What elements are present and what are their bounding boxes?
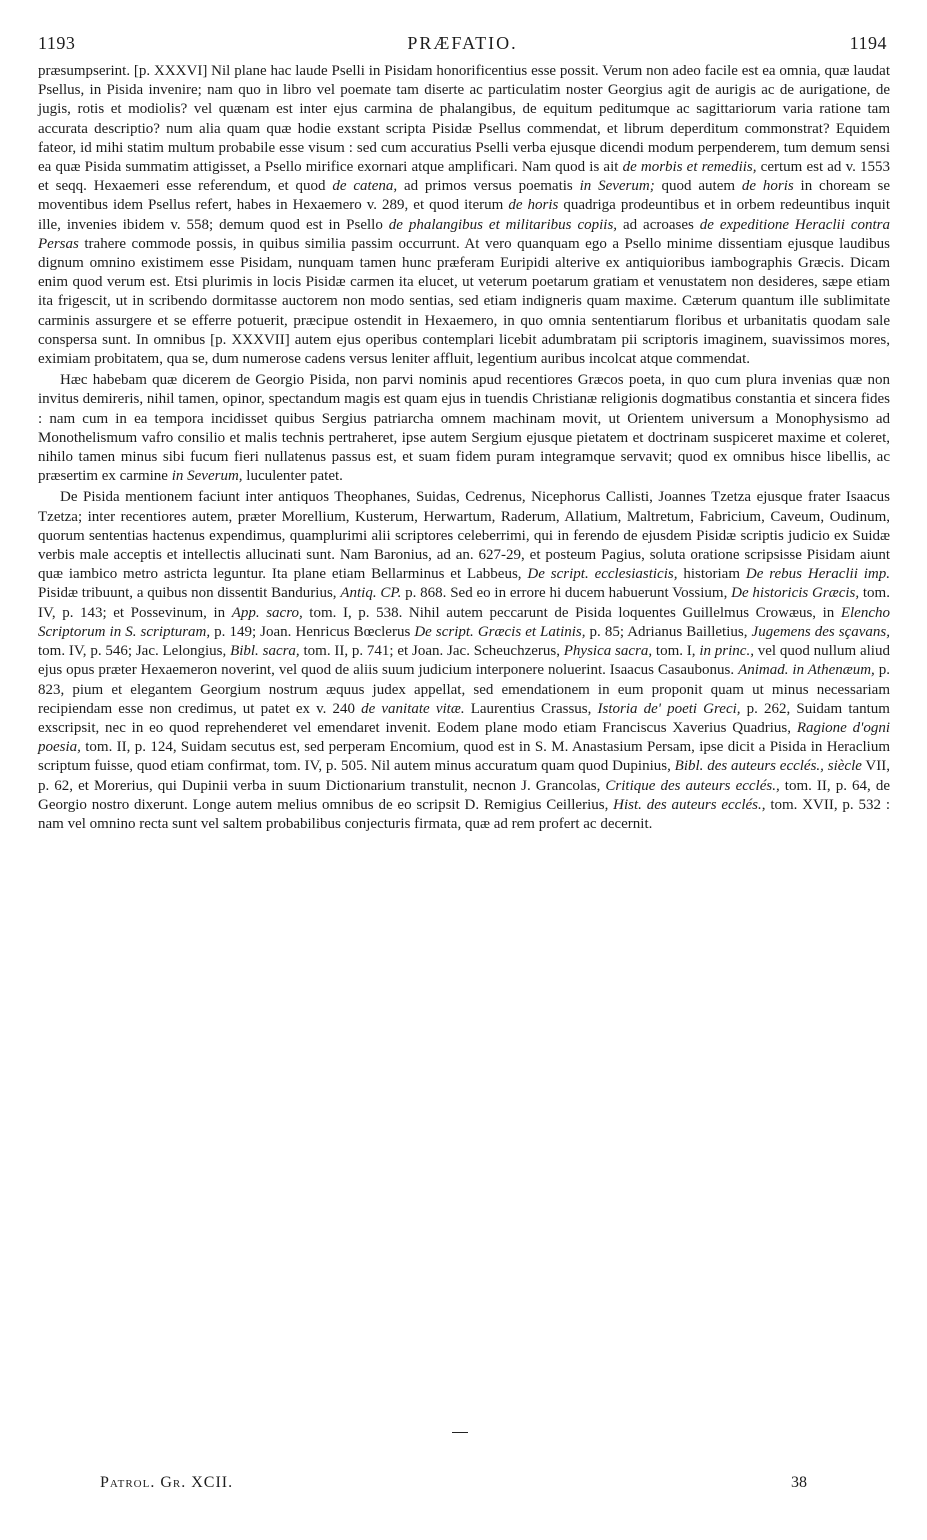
text-run: tom. II, p. 64, de Georgio nostro dixerunt. Longe autem melius omnibus de eo scripsit D. Remigius Ceillerius, [38, 777, 890, 813]
text-run: Hæc habebam quæ dicerem de Georgio Pisida, non parvi nominis apud recentiores Græcos poeta, in quo cum plura invenias quæ non invitus demireris, nihil tamen, opinor, spectandum magis est quam ejus in tuendis Christianæ religionis dogmatibus constantia et sincera fides : nam cum in ea tempora incidisset quibus Sergius patriarcha omnem machinam movit, ut Orientem universum a Monophysismo ad Monothelismum vafro consilio et malis technis pertraheret, ipse autem Sergium ejusque pietatem et doctrinam suspiceret maxime et coleret, nihilo tamen minus sibi fucum fieri nullatenus passus est, et suam fidem puram integramque servavit; quod ex omnibus hisce libellis, ac præsertim ex carmine [38, 372, 890, 485]
text-run: Pisidæ tribuunt, a quibus non dissentit Bandurius, [38, 585, 341, 602]
italic-citation: Antiq. CP. [340, 585, 402, 602]
text-run: præsumpserint. [p. XXXVI] Nil plane hac laude Pselli in Pisidam honorificentius esse possit. Verum non adeo facile est ea omnia, quæ laudat Psellus, in Pisida invenire; nam quo in libro vel poemate tam diserte ac particulatim noster Georgius agit de aurigis ac de aurigatione, de jugis, rotis et modiolis? vel quænam est inter ejus carmina de phalangibus, de equitum peditumque ac sagittariorum varia ratione tam accurata descriptio? num alia quam quæ hodie exstant scripta Pisidæ Psellus commendat, et librum deperditum commonstrat? Equidem fateor, id mihi statim multum probabile esse visum : sed cum accuratius Pselli verba ejusque dicendi modum perpenderem, tum demum sensi ea quæ Pisida summatim attigisset, a Psello mirifice exornari atque amplificari. Nam quod is ait [38, 63, 890, 176]
italic-citation: De script. ecclesiasticis, [527, 566, 678, 583]
italic-citation: Hist. des auteurs ecclés., [613, 796, 766, 813]
end-rule [452, 1432, 468, 1433]
text-run: De Pisida mentionem faciunt inter antiquos Theophanes, Suidas, Cedrenus, Nicephorus Callisti, Joannes Tzetza ejusque frater Isaacus Tzetza; inter recentiores autem, præter Morellium, Kusterum, Herwartum, Raderum, Allatium, Maltretum, Fabricium, Caveum, Oudinum, quorum sententias hactenus expendimus, quamplurimi alii scriptores celeberrimi, qui in ferendo de ejusdem Pisidæ scriptis judicio ex Suidæ verbis male acceptis et intellectis allucinati sunt. Nam Baronius, ad an. 627-29, et posteum Pagius, soluta oratione scripsisse Pisidam aiunt quæ iambico metro astricta leguntur. Ita plane etiam Bellarminus et Labbeus, [38, 489, 890, 583]
text-run: ad acroases [617, 216, 700, 233]
text-run: historiam [677, 566, 746, 583]
text-run: tom. I, p. 538. Nihil autem peccarunt de Pisida loquentes Guillelmus Crowæus, in [302, 604, 841, 621]
italic-citation: Elencho Scriptorum in S. scripturam, [38, 604, 890, 640]
paragraph-2 [38, 371, 890, 486]
italic-citation: siècle [827, 758, 862, 775]
italic-citation: Bibl. des auteurs ecclés., [674, 758, 824, 775]
italic-citation: Istoria de' poeti Greci, [597, 700, 741, 717]
text-run: tom. IV, p. 546; Jac. Lelongius, [38, 643, 231, 660]
text-run: tom. IV, p. 143; et Possevinum, in [38, 585, 890, 621]
italic-citation: de morbis et remediis, [622, 159, 757, 176]
page-header [38, 33, 887, 59]
text-run: VII, p. 62, et Morerius, qui Dupinii verba in suum Dictionarium transtulit, necnon J. Grancolas, [38, 758, 891, 794]
text-run: trahere commode possis, in quibus similia passim occurrunt. At vero quanquam ego a Psello minime dissentiam ejusque laudibus dignum omnino existimem esse Pisidam, nunquam tamen hunc præferam Euripidi alterive ex antiquioribus iambographis Græcis. Dicam enim quod verum est. Etsi plurimis in locis Pisidæ carmen ita elucet, ut veterum poetarum gratiam et venustatem non desideres, sæpe etiam ita frigescit, ut in scribendo dormitasse auctorem non modo sentias, sed etiam indigneris quam maxime. Cæterum quantum ille sublimitate carminis assurgere et se efferre potuerit, præcipue ostendit in Hexaemero, in quo omnia sententiarum floribus et urbanitatis quodam sale conspersa sunt. In omnibus [p. XXXVII] autem ejus operibus contemplari licebit adumbratam pii scriptoris imaginem, suavissimos mores, eximiam probitatem, qua se, dum numerose cadens versus leniter affluit, legentium auribus incolcat atque commendat. [38, 235, 890, 368]
text-run: p. 149; Joan. Henricus Bœclerus [210, 623, 415, 640]
sheet-number: 38 [791, 1474, 807, 1491]
italic-citation: De rebus Heraclii imp. [745, 566, 890, 583]
italic-citation: de horis [741, 178, 794, 195]
text-run: quod autem [654, 178, 742, 195]
italic-citation: Bibl. sacra, [230, 643, 300, 660]
italic-citation: App. sacro, [231, 604, 303, 621]
italic-citation: de horis [508, 197, 559, 214]
italic-citation: de catena, [332, 178, 398, 195]
series-signature: Patrol. Gr. XCII. [100, 1474, 234, 1491]
paragraph-1 [38, 62, 890, 369]
page-footer [100, 1474, 807, 1496]
italic-citation: de vanitate vitæ. [361, 700, 465, 717]
italic-citation: de expeditione Heraclii contra Persas [38, 216, 890, 252]
italic-citation: in princ., [699, 643, 754, 660]
column-number-right: 1194 [849, 33, 887, 53]
italic-citation: in Severum; [579, 178, 655, 195]
italic-citation: Physica sacra, [563, 643, 653, 660]
italic-citation: Animad. in Athenæum, [738, 662, 875, 679]
text-run: p. 868. Sed eo in errore hi ducem habuerunt Vossium, [401, 585, 732, 602]
column-number-left: 1193 [38, 33, 76, 53]
text-run: certum est ad v. 1553 et seqq. Hexaemeri esse referendum, et quod [38, 159, 890, 195]
italic-citation: Critique des auteurs ecclés., [605, 777, 780, 794]
text-run: tom. II, p. 741; et Joan. Jac. Scheuchzerus, [299, 643, 564, 660]
text-run: tom. XVII, p. 532 : nam vel omnino recta sunt vel saltem probabilibus conjecturis firmata, quæ ad rem profert ac decernit. [38, 796, 890, 832]
italic-citation: in Severum, [171, 468, 243, 485]
running-title: PRÆFATIO. [407, 33, 518, 53]
text-run: luculenter patet. [242, 468, 343, 485]
text-run: ad primos versus poematis [397, 178, 580, 195]
text-run: in choream se moventibus idem Psellus refert, habes in Hexaemero v. 289, et quod iterum [38, 178, 891, 214]
italic-citation: Ragione d'ogni poesia, [38, 719, 890, 756]
text-run: tom. I, [652, 643, 700, 660]
text-run: tom. II, p. 124, Suidam secutus est, sed perperam Encomium, quod est in S. M. Anastasium Persam, ipse dicit a Pisida in Heraclium scriptum fuisse, quod etiam confirmat, tom. IV, p. 505. Nil autem minus accuratum quam quod Dupinius, [38, 739, 890, 775]
italic-citation: Jugemens des sçavans, [751, 623, 890, 640]
text-run: vel quod nullum aliud ejus opus præter Hexaemeron noverint, vel quod de aliis suum judicium interponere noluerint. Isaacus Casaubonus. [38, 643, 890, 679]
italic-citation: de phalangibus et militaribus copiis, [388, 216, 618, 233]
text-run: Laurentius Crassus, [464, 700, 598, 717]
paragraph-3 [38, 488, 890, 834]
text-run: quadriga prodeuntibus et in orbem redeuntibus inquit ille, invenies ibidem v. 558; demum quod est in Psello [38, 197, 891, 233]
text-run: p. 262, Suidam tantum exscripsit, nec in eo quod reprehenderet vel emendaret invenit. Eodem plane modo etiam Franciscus Xaverius Quadrius, [38, 700, 890, 736]
italic-citation: De historicis Græcis, [731, 585, 860, 602]
italic-citation: De script. Græcis et Latinis, [414, 623, 586, 640]
body-text [38, 62, 890, 834]
text-run: p. 823, pium et elegantem Georgium nostrum æquus judex appellat, sed emendationem in eum proponit quam ut minus necessariam recipiendam esse non credimus, ut patet ex v. 240 [38, 662, 890, 717]
text-run: p. 85; Adrianus Bailletius, [585, 623, 752, 640]
